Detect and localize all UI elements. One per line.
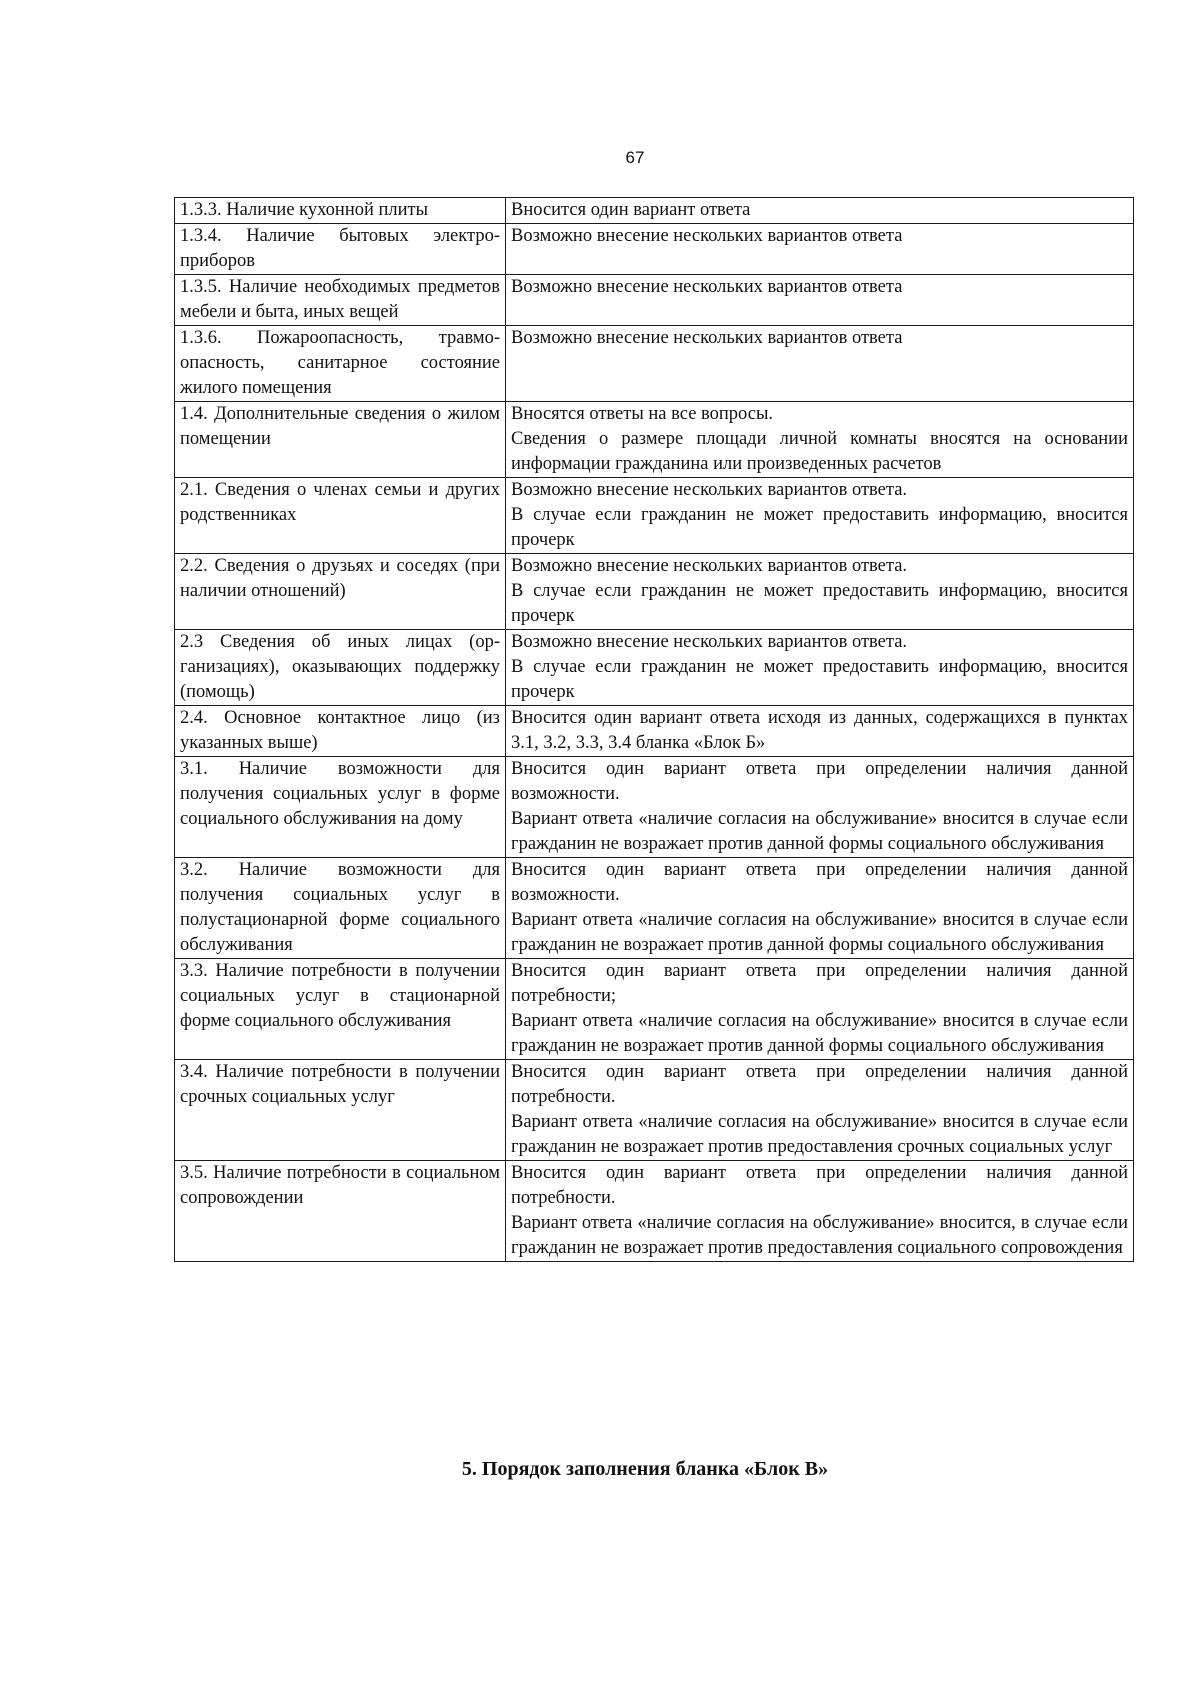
table-row — [175, 275, 1134, 326]
item-cell: 3.5. Наличие потребности в социальном сопровождении — [175, 1161, 506, 1262]
instruction-cell — [506, 630, 1134, 706]
instruction-line: Возможно внесение нескольких вариантов ответа. — [511, 480, 908, 500]
table-row — [175, 1161, 1134, 1262]
table-row — [175, 554, 1134, 630]
instruction-cell — [506, 858, 1134, 959]
instruction-line: Вариант ответа «наличие согласия на обслуживание» вносится в случае если гражданин не возражает против данной формы социального обслуживания — [511, 1011, 1128, 1056]
instruction-line: Вариант ответа «наличие согласия на обслуживание» вносится в случае если гражданин не возражает против данной формы социального обслуживания — [511, 809, 1128, 854]
instruction-line: Вариант ответа «наличие согласия на обслуживание» вносится, в случае если гражданин не возражает против предоставления социального сопровождения — [511, 1213, 1128, 1258]
table-row — [175, 402, 1134, 478]
page-number: 67 — [625, 148, 645, 167]
table-row — [175, 1060, 1134, 1161]
instructions-table-body — [175, 198, 1134, 1262]
instruction-cell — [506, 1161, 1134, 1262]
instruction-line: Вносится один вариант ответа при определении наличия данной потребности. — [511, 1062, 1128, 1107]
table-row — [175, 224, 1134, 275]
item-cell: 3.1. Наличие возможности для получения социальных услуг в форме социального обслуживания на дому — [175, 757, 506, 858]
item-cell: 1.3.5. Наличие необходимых предметов мебели и быта, иных вещей — [175, 275, 506, 326]
instruction-line: Сведения о размере площади личной комнаты вносятся на основании информации гражданина или произведенных расчетов — [511, 429, 1128, 474]
instruction-line: Вносятся ответы на все вопросы. — [511, 404, 774, 424]
instruction-line: Возможно внесение нескольких вариантов ответа — [511, 277, 903, 297]
item-cell: 3.4. Наличие потребности в получении срочных социальных услуг — [175, 1060, 506, 1161]
instruction-line: Возможно внесение нескольких вариантов ответа. — [511, 556, 908, 576]
instruction-line: Возможно внесение нескольких вариантов ответа. — [511, 632, 908, 652]
instruction-cell — [506, 959, 1134, 1060]
section-heading: 5. Порядок заполнения бланка «Блок В» — [461, 1458, 829, 1480]
instruction-cell — [506, 275, 1134, 326]
table-row — [175, 757, 1134, 858]
instruction-cell — [506, 706, 1134, 757]
instruction-cell — [506, 757, 1134, 858]
table-row — [175, 858, 1134, 959]
instruction-line: Вносится один вариант ответа исходя из данных, содержащихся в пунктах 3.1, 3.2, 3.3, 3.4 бланка «Блок Б» — [511, 708, 1128, 753]
item-cell: 1.4. Дополнительные сведения о жилом помещении — [175, 402, 506, 478]
instruction-line: В случае если гражданин не может предоставить информацию, вносится прочерк — [511, 505, 1128, 550]
instruction-line: В случае если гражданин не может предоставить информацию, вносится прочерк — [511, 657, 1128, 702]
table-row — [175, 478, 1134, 554]
item-cell: 2.2. Сведения о друзьях и соседях (при наличии отношений) — [175, 554, 506, 630]
instruction-line: Вариант ответа «наличие согласия на обслуживание» вносится в случае если гражданин не возражает против данной формы социального обслуживания — [511, 910, 1128, 955]
instructions-table — [174, 197, 1134, 1262]
instruction-cell — [506, 402, 1134, 478]
instruction-cell — [506, 478, 1134, 554]
instruction-line: Вносится один вариант ответа при определении наличия данной потребности. — [511, 1163, 1128, 1208]
instruction-line: Возможно внесение нескольких вариантов ответа — [511, 226, 903, 246]
item-cell: 1.3.6. Пожароопасность, травмоопасность, санитарное состояние жилого помещения — [175, 326, 506, 402]
instruction-line: Вариант ответа «наличие согласия на обслуживание» вносится в случае если гражданин не возражает против предоставления срочных социальных услуг — [511, 1112, 1128, 1157]
item-cell: 1.3.4. Наличие бытовых электроприборов — [175, 224, 506, 275]
instruction-cell — [506, 198, 1134, 224]
instruction-line: Вносится один вариант ответа при определении наличия данной потребности; — [511, 961, 1128, 1006]
instruction-line: Вносится один вариант ответа — [511, 200, 751, 220]
item-cell: 1.3.3. Наличие кухонной плиты — [175, 198, 506, 224]
instruction-cell — [506, 224, 1134, 275]
item-cell: 2.1. Сведения о членах семьи и других родственниках — [175, 478, 506, 554]
table-row — [175, 706, 1134, 757]
instruction-cell — [506, 554, 1134, 630]
instruction-line: Вносится один вариант ответа при определении наличия данной возможности. — [511, 860, 1128, 905]
item-cell: 2.3 Сведения об иных лицах (организациях), оказывающих поддержку (помощь) — [175, 630, 506, 706]
instruction-cell — [506, 326, 1134, 402]
item-cell: 3.3. Наличие потребности в получении социальных услуг в стационарной форме социального обслуживания — [175, 959, 506, 1060]
table-row — [175, 326, 1134, 402]
item-cell: 2.4. Основное контактное лицо (из указанных выше) — [175, 706, 506, 757]
table-row — [175, 630, 1134, 706]
instruction-line: В случае если гражданин не может предоставить информацию, вносится прочерк — [511, 581, 1128, 626]
table-row — [175, 198, 1134, 224]
instruction-line: Возможно внесение нескольких вариантов ответа — [511, 328, 903, 348]
table-row — [175, 959, 1134, 1060]
item-cell: 3.2. Наличие возможности для получения социальных услуг в полустационарной форме социального обслуживания — [175, 858, 506, 959]
instruction-cell — [506, 1060, 1134, 1161]
instruction-line: Вносится один вариант ответа при определении наличия данной возможности. — [511, 759, 1128, 804]
